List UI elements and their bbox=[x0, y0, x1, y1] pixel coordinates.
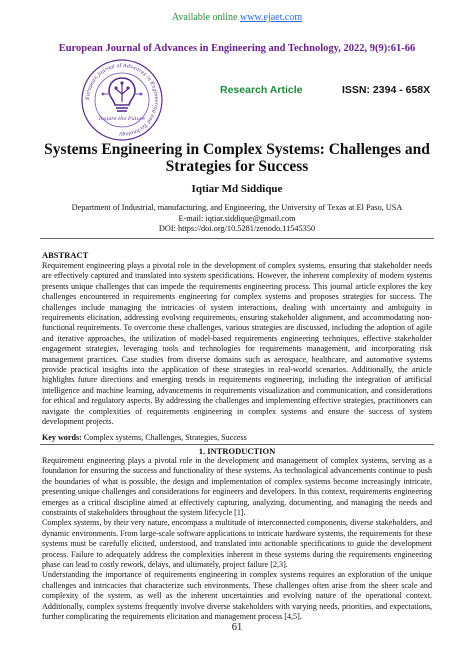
journal-citation: European Journal of Advances in Engineering and Technology, 2022, 9(9):61-66 bbox=[58, 43, 416, 54]
doi-line: DOI: https://doi.org/10.5281/zenodo.11545350 bbox=[158, 224, 316, 234]
article-title: Systems Engineering in Complex Systems: Challenges and Strategies for Success bbox=[44, 141, 430, 175]
introduction-body bbox=[42, 456, 432, 623]
intro-paragraph: Understanding the importance of requirements engineering in complex systems requires an exploration of the unique challenges and intricacies that characterize such environments. These challenges often arise from the sheer scale and complexity of the system, as well as the inherent uncertainties and evolving nature of the operational context. Additionally, complex systems frequently involve diverse stakeholders with varying needs, priorities, and expectations, further complicating the requirements elicitation and management process [4,5]. bbox=[42, 570, 432, 622]
issn-badge: ISSN: 2394 - 658X bbox=[342, 84, 431, 96]
keywords-line bbox=[42, 433, 247, 442]
logo-ring-text: European Journal of Advances in Engineering and Technology bbox=[84, 62, 160, 138]
intro-paragraph: Requirement engineering plays a pivotal role in the development and management of complex systems, serving as a foundation for ensuring the success and functionality of these systems. As technological advancements continue to push the boundaries of what is possible, the design and implementation of complex systems become increasingly intricate, presenting unique challenges and considerations for engineers and developers. In this context, requirements engineering emerges as a critical discipline aimed at effectively capturing, analyzing, documenting, and managing the needs and constraints of stakeholders throughout the system lifecycle [1]. bbox=[42, 456, 432, 518]
intro-paragraph: Complex systems, by their very nature, encompass a multitude of interconnected components, diverse stakeholders, and dynamic environments. From large-scale software applications to intricate hardware systems, the requirements for these systems must be carefully elicited, understood, and translated into actionable specifications to guide the development process. Failure to adequately address the complexities inherent in these systems during the requirements engineering phase can lead to costly rework, delays, and ultimately, project failure [2,3]. bbox=[42, 518, 432, 570]
page-number: 61 bbox=[231, 622, 243, 633]
journal-website-link[interactable]: www.ejaet.com bbox=[240, 12, 303, 23]
circuit-lightbulb-logo-icon bbox=[80, 58, 164, 142]
abstract-heading: ABSTRACT bbox=[42, 250, 89, 260]
email-line: E-mail: iqtiar.siddique@gmail.com bbox=[178, 213, 296, 223]
journal-logo bbox=[80, 58, 164, 142]
introduction-heading: 1. INTRODUCTION bbox=[40, 444, 434, 456]
divider-top bbox=[40, 238, 434, 239]
keywords-value: Complex systems, Challenges, Strategies, Success bbox=[83, 433, 247, 442]
available-online-label: Available online bbox=[171, 12, 238, 23]
logo-motto: Inspire the Future bbox=[98, 116, 146, 122]
keywords-label: Key words: bbox=[42, 433, 82, 442]
article-type-badge: Research Article bbox=[220, 84, 303, 96]
author-name: Iqtiar Md Siddique bbox=[191, 183, 283, 195]
affiliation-line: Department of Industrial, manufacturing, and Engineering, the University of Texas at El Paso, USA bbox=[71, 203, 403, 212]
affiliation-block bbox=[0, 203, 474, 235]
abstract-text: Requirement engineering plays a pivotal role in the development of complex systems, ensuring that stakeholder needs are effectively captured and translated into system specifications. However, the inherent complexity of modern systems presents unique challenges that can impede the requirements engineering process. This journal article explores the key challenges encountered in requirements engineering for complex systems and proposes strategies for success. The challenges include managing the intricacies of system interactions, dealing with uncertainty and ambiguity in requirements elicitation, addressing evolving requirements, ensuring stakeholder alignment, and accommodating non-functional requirements. To overcome these challenges, various strategies are discussed, including the adoption of agile and iterative approaches, the utilization of model-based requirements engineering techniques, effective stakeholder engagement strategies, leveraging tools and technologies for requirements management, and incorporating risk management practices. Case studies from diverse domains such as aerospace, healthcare, and automotive systems provide practical insights into the application of these strategies in real-world scenarios. Additionally, the article highlights future directions and emerging trends in requirements engineering, including the integration of artificial intelligence and machine learning, advancements in requirements visualization and communication, and considerations for ethical and regulatory aspects. By addressing the challenges and implementing effective strategies, practitioners can navigate the complexities of requirements engineering in complex systems and ensure the success of system development projects. bbox=[42, 261, 432, 427]
available-online-line bbox=[0, 12, 474, 23]
